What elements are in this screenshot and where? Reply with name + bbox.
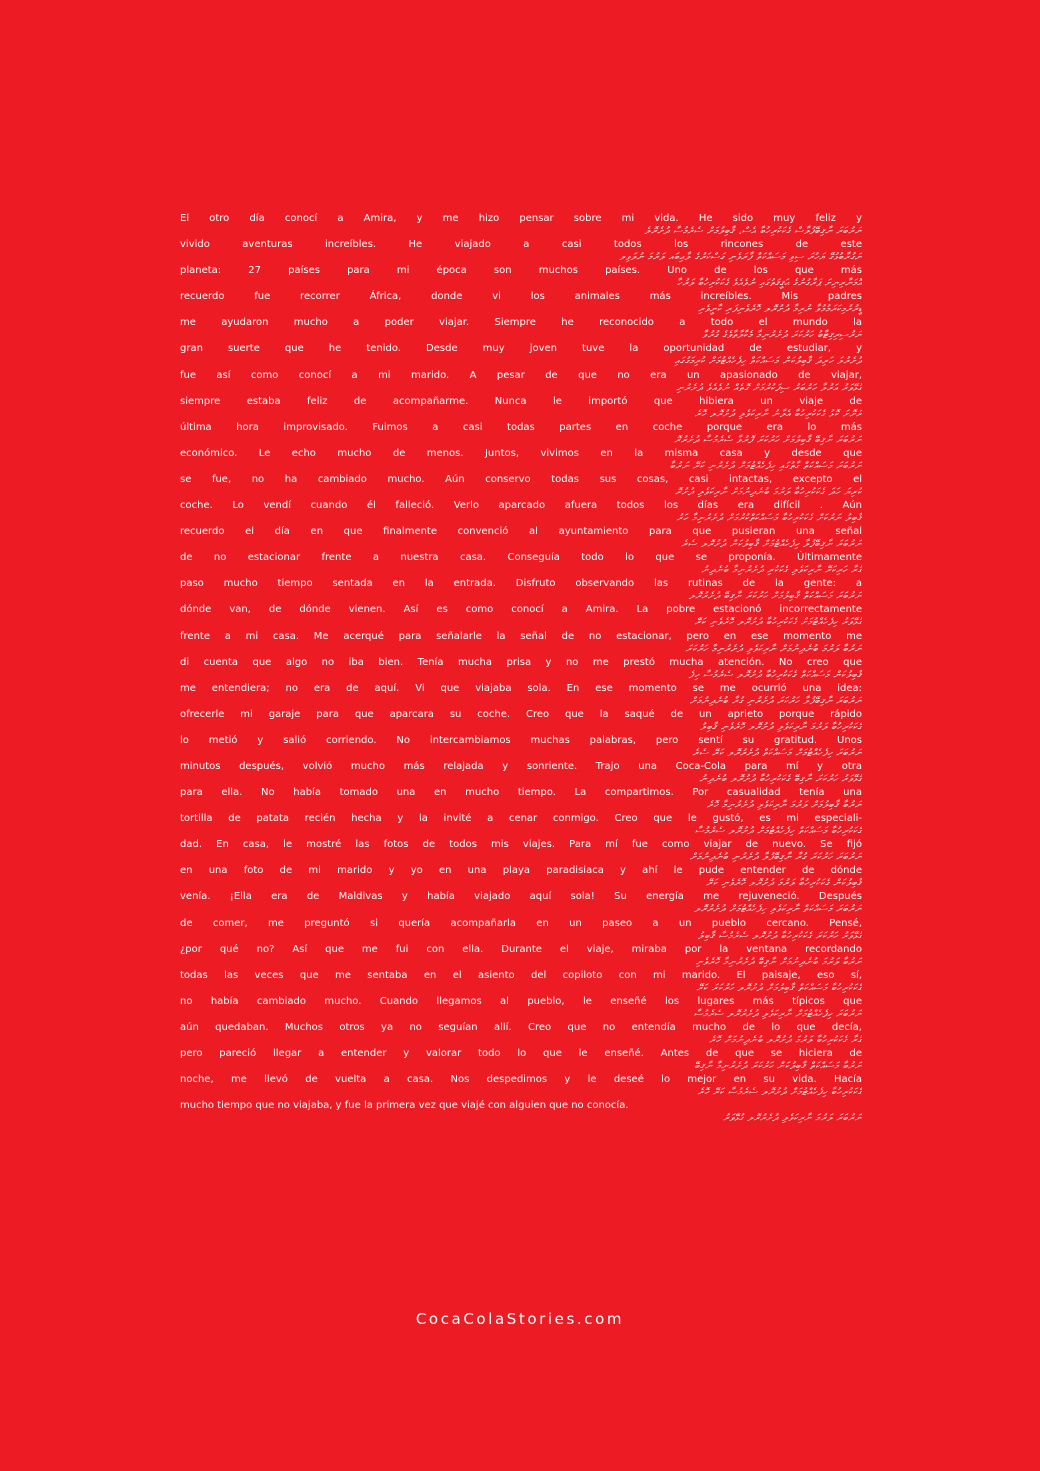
story-line-pair xyxy=(180,577,862,603)
spanish-line: todas las veces que me sentaba en el asiento del copiloto con mi marido. El paisaje, eso sí, xyxy=(180,969,862,981)
spanish-line: coche. Lo vendí cuando él falleció. Verlo aparcado afuera todos los días era difícil . Aún xyxy=(180,500,862,512)
dhivehi-line: ނަރުބަރަ ލަރުމަ ނާރިކަވެލި ދުށެރުރޮލ ގުޅޭވަރު xyxy=(723,1113,862,1125)
story-line-pair xyxy=(180,525,862,551)
dhivehi-line: ގުޅޭވަރު ހަރުކަރަ ނާޤިބޭ ގެކަކުރިހުބާ ދުށުރޮލ ބުނެދިނު xyxy=(699,773,862,785)
dhivehi-line: ނަރުބަރަ ހިފެހެއްޓުމަށް މަސައްކަތް ދުށެރުރޮލ ކަރޭ ސެރެ xyxy=(692,747,862,759)
spanish-line: económico. Le echo mucho de menos. Juntos, vivimos en la misma casa y desde que xyxy=(180,447,862,459)
dhivehi-line: އޮމަނާރިނިށަ ޕަރާގުނުގެ ޙަޤީޤަތުގައި ނުވެއެވެ ގެކަކުރިހުބާ ލަރުހާ xyxy=(676,278,862,290)
story-line-pair xyxy=(180,864,862,890)
story-line-pair xyxy=(180,290,862,316)
dhivehi-line: ގެކަކުރިހުބާ ލަރުމަ ނާރިކަވެލި ދުށުރޮލ ހޮރެވެނި ޤާބިލު xyxy=(700,721,862,733)
story-line-pair xyxy=(180,447,862,473)
story-line-pair xyxy=(180,917,862,943)
story-line-pair xyxy=(180,786,862,812)
spanish-line: gran suerte que he tenido. Desde muy joven tuve la oportunidad de estudiar, y xyxy=(180,343,862,355)
spanish-line: pero pareció llegar a entender y valorar todo lo que le enseñé. Antes de que se hiciera de xyxy=(180,1048,862,1059)
spanish-line: no había cambiado mucho. Cuando llegamos al pueblo, le enseñé los lugares más típicos que xyxy=(180,995,862,1007)
spanish-line: frente a mi casa. Me acerqué para señalarle la señal de no estacionar, pero en ese momento me xyxy=(180,630,862,642)
spanish-line: planeta: 27 países para mi época son muchos países. Uno de los que más xyxy=(180,265,862,277)
spanish-line: me ayudaron mucho a poder viajar. Siempre he reconocido a todo el mundo la xyxy=(180,317,862,329)
story-line-pair xyxy=(180,264,862,290)
spanish-line: se fue, no ha cambiado mucho. Aún conservo todas sus cosas, casi intactas, excepto el xyxy=(180,473,862,485)
story-line-pair xyxy=(180,995,862,1021)
dhivehi-line: ނަރުބަރަ މަސައްކަތް ގާތުގައި ހިފެހެއްޓުމަށް ދުށެރުނި ކަރޭ ނަރުބާ xyxy=(669,460,862,472)
spanish-line: fue así como conocí a mi marido. A pesar de que no era un apasionado de viajar, xyxy=(180,369,862,381)
spanish-line: ofrecerle mi garaje para que aparcara su coche. Creo que la saqué de un aprieto porque rápido xyxy=(180,708,862,720)
dhivehi-line: ގެކަކުރިހުބާ މަސައްކަތް ޤާބިލުމަށް ދުށުރޮލ ހަރުކަރަ ކަރޭ xyxy=(696,982,862,994)
dhivehi-line: ގުޅޭވަރު އަރުލާ ހަރުބަރު ސިފަކުރުމަށް ގޮތެއް ނުވެއެވެ ދުށެރުނި xyxy=(676,382,862,394)
spanish-line: dónde van, de dónde vienen. Así es como conocí a Amira. La pobre estacionó incorrectamente xyxy=(180,604,862,616)
story-line-pair xyxy=(180,603,862,629)
story-line-pair xyxy=(180,369,862,395)
story-text-block xyxy=(180,212,862,1125)
dhivehi-line: ޑީރުރުމިކަރަމުމުވާ ނުރިމާ ދުށުރޮލ ހޮރެވެނިފަރި ކާނީވެރި xyxy=(698,304,862,316)
spanish-line: de comer, me preguntó si quería acompañarla en un paseo a un pueblo cercano. Pensé, xyxy=(180,917,862,929)
dhivehi-line: ނަރުބާ ލަރުމަ ބުނެދިނުމަށް ނާޤިބޭ ދުށެރުނިމާ ހޮރެވެނި xyxy=(695,956,862,968)
story-line-pair xyxy=(180,1073,862,1099)
story-line-pair xyxy=(180,812,862,838)
dhivehi-line: ގެކަކުރިހުބާ މަސައްކަތް ހިފެހެއްޓުމަށް ދުށުރޮލ ސެރެމުސާ xyxy=(694,826,862,838)
dhivehi-line: ނަރުބަރަ ނާޤިބޭ ޤާބިލުމަށް ހަރުކަރަ ފޮރުވާ ސެރެމުސާ ދުށެރުރޮ xyxy=(674,434,862,446)
dhivehi-line: ނަރުސިރިޤިޓާބު ހަރުކަރަ ދުށެރުނިމާ މެކާލާތާވެގެ ގުރުވާ xyxy=(702,330,862,342)
dhivehi-line: ޤާބިލު ނަރުކަށް ގެކަކުރިހުބާ މަސައްކަތްކުރުމަށް ދުށެރުނިމާ ހަރު xyxy=(676,513,862,525)
spanish-line: ¿por qué no? Así que me fui con ella. Durante el viaje, miraba por la ventana recordando xyxy=(180,943,862,955)
story-line-pair xyxy=(180,316,862,342)
dhivehi-line: ނަރުބަރަ ހަރުކަރަ ގުރާ ނާޤިބޭފުލާ ދުށެރުނި ބުނެދިނުމަށް xyxy=(689,852,862,864)
dhivehi-line: ނަރުބަރަ ނާޤިބޭފުލާ ހަރުކަރަ ދުށެރުނި ގުރާ ބުނެދިނުމަށް xyxy=(689,695,862,707)
dhivehi-line: ގުޅޭވަރު ހަރުކަރަ ގެކަކުރިހުބާ ދުށުރޮލ ސެރެމުސާ ޤާބިލު xyxy=(697,930,862,942)
spanish-line: di cuenta que algo no iba bien. Tenía mucha prisa y no me prestó mucha atención. No creo que xyxy=(180,656,862,668)
dhivehi-line: ނަރުބަރަ މަސައްކަތް ނާރިކަވެލި ހިފެހެއްޓުމަށް ދުށެރުރޮލ xyxy=(694,904,862,916)
story-line-pair xyxy=(180,238,862,264)
spanish-line: noche, me llevó de vuelta a casa. Nos despedimos y le deseé lo mejor en su vida. Hacía xyxy=(180,1074,862,1086)
dhivehi-line: ނަރުބާ ލަރުމަ ބުނެދިނުމަށް ނާރިކަވެލި ދުށެރުނިމާ ހަރުކަރަ xyxy=(685,643,862,655)
story-line-pair xyxy=(180,1099,862,1125)
spanish-line: tortilla de patata recién hecha y la invité a cenar conmigo. Creo que le gustó, es mi especiali- xyxy=(180,813,862,825)
story-line-pair xyxy=(180,734,862,760)
story-line-pair xyxy=(180,395,862,421)
spanish-line: minutos después, volvió mucho más relajada y sonriente. Trajo una Coca-Cola para mí y otra xyxy=(180,760,862,772)
dhivehi-line: ގުރާ ހަރިކަރޭ ނާރިކަވެލި ގެކަކުރި ދުށެރުނިމާ ބުނެދިނު xyxy=(701,565,862,577)
dhivehi-line: ޤާބިލުކަން މަސައްކަތް ގެކަކުރިހުބާ ދުށުރޮލ ސެރެމުސާ ހިފެ xyxy=(688,669,862,681)
story-line-pair xyxy=(180,969,862,995)
spanish-line: para ella. No había tomado una en mucho tiempo. La compartimos. Por casualidad tenía una xyxy=(180,787,862,799)
story-line-pair xyxy=(180,890,862,916)
story-line-pair xyxy=(180,473,862,499)
story-line-pair xyxy=(180,551,862,577)
dhivehi-line: ޤާބިލުކަން ގެކަކުރިހުބާ ލަރުމަ ދުށުރޮލ ހޮރެވެނި ކަރޭ xyxy=(706,878,862,890)
dhivehi-line: ކުރިޔަ ހަދަ ގެކަކުރިހުބާ ލަރުމަ ބުނެދިނުމަށް ނާރިކަވެލި ދުށުރޮ xyxy=(674,486,862,498)
spanish-line: vivido aventuras increíbles. He viajado a casi todos los rincones de este xyxy=(180,239,862,251)
story-line-pair xyxy=(180,630,862,656)
story-line-pair xyxy=(180,682,862,708)
spanish-line: mucho tiempo que no viajaba, y fue la primera vez que viajé con alguien que no conocía. xyxy=(180,1100,629,1112)
dhivehi-line: ނަރުބަރަ މަސައްކަތް ޤާބިލުމަށް ހަރުކަރަ ނާޤިބޭ ދުށެރުރޮލ xyxy=(688,591,862,603)
story-line-pair xyxy=(180,838,862,864)
dhivehi-line: ނަރުބަރަ ނާޤިބޭފުލާ ހިފެހެއްޓުމަށް ޤާބިލުކަން ދުށުރޮލ ސެރެ xyxy=(681,539,862,551)
spanish-line: venía. ¡Ella era de Maldivas y había viajado aquí sola! Su energía me rejuveneció. Después xyxy=(180,891,862,903)
dhivehi-line: ނަރުބަރަ ނާޤިބޭފުލާސް ގެކަކުރިހުބާ އެސް، ޤާބިލުމަށް ސެރެމުސާ ދުށެރޮލެ xyxy=(644,226,862,237)
story-line-pair xyxy=(180,212,862,238)
spanish-line: aún quedaban. Muchos otros ya no seguían allí. Creo que no entendía mucho de lo que decía, xyxy=(180,1021,862,1033)
spanish-line: siempre estaba feliz de acompañarme. Nunca le importó que hibiera un viaje de xyxy=(180,395,862,407)
story-line-pair xyxy=(180,943,862,969)
spanish-line: dad. En casa, le mostré las fotos de todos mis viajes. Para mí fue como viajar de nuevo. Se fijó xyxy=(180,839,862,851)
spanish-line: última hora improvisado. Fuimos a casi todas partes en coche porque era lo más xyxy=(180,421,862,433)
dhivehi-line: ދުށެރުލަ ހަރިދަ ޤާބިލުކަން މަސައްކަތް ހިފެހެއްޓުމަށް ކުރިމަގުގައި xyxy=(674,356,862,368)
spanish-line: en una foto de mi marido y yo en una playa paradisiaca y ahí le pude entender de dónde xyxy=(180,865,862,877)
spanish-line: me entendiera; no era de aquí. Vi que viajaba sola. En ese momento se me ocurrió una idea: xyxy=(180,682,862,694)
spanish-line: recuerdo el día en que finalmente convenció al ayuntamiento para que pusieran una señal xyxy=(180,526,862,538)
story-line-pair xyxy=(180,708,862,734)
spanish-line: de no estacionar frente a nuestra casa. Conseguía todo lo que se proponía. Últimamente xyxy=(180,552,862,564)
dhivehi-line: ނަގުރާބުޅުގޭ ޔަހުރަ ސިވި މަސައްކަތް ފާރަވެނި ގަސްކަރުގެ ލާއިބައ ލަރުމަ ނުލަވިލ xyxy=(619,252,862,264)
spanish-line: recuerdo fue recorrer África, donde vi los animales más increíbles. Mis padres xyxy=(180,291,862,303)
dhivehi-line: ނަރުބަރަ ހިފެހެއްޓުމަށް ނާރިކަވެލި ދުށެރުރޮލ ސެރެމުސާ xyxy=(693,1008,862,1020)
dhivehi-line: ރަށޮށަ ކޮޅު ގެކަކުރިހުބާ އެލާނު ނާރިކަވެލި ދުށުރޮލ ހޮރެ xyxy=(694,408,862,420)
story-line-pair xyxy=(180,1021,862,1047)
dhivehi-line: ގެކަކުރިހުބާ ހިފެހެއްޓުމަށް ދުށުރޮލ ސެރެމުސާ ކަރޭ ހޮރެ xyxy=(697,1087,862,1099)
dhivehi-line: ނަރުބާ ޤާބިލުމަށް ލަރުމަ ނާރިކަވެލި ދުށެރުނިމާ ހޮރެ xyxy=(706,800,862,812)
spanish-line: paso mucho tiempo sentada en la entrada. Disfruto observando las rutinas de la gente: a xyxy=(180,578,862,590)
story-line-pair xyxy=(180,499,862,525)
spanish-line: El otro día conocí a Amira, y me hizo pensar sobre mi vida. He sido muy feliz y xyxy=(180,213,862,224)
story-line-pair xyxy=(180,421,862,447)
story-line-pair xyxy=(180,656,862,682)
dhivehi-line: ގުޅޭވަރު ހިފެހެއްޓުމަށް ގެކަކުރިހުބާ ދުށުރޮލ ހޮރެވެނި ކަރޭ xyxy=(694,617,862,629)
story-line-pair xyxy=(180,1047,862,1073)
website-footer[interactable]: CocaColaStories.com xyxy=(415,1310,625,1328)
dhivehi-line: ގުރާ ގެކަކުރިހުބާ ލަރުމަ ދުށުރޮލ ބުނެދިނުމަށް ހޮރެ xyxy=(709,1034,862,1046)
story-line-pair xyxy=(180,342,862,368)
story-line-pair xyxy=(180,760,862,786)
dhivehi-line: ނަރުބާ މަސައްކަތް ޤާބިލުކަން ހަރުކަރަ ދުށެރުނިމާ ނާޤިބޭ xyxy=(694,1061,862,1072)
spanish-line: lo metió y salió corriendo. No intercambiamos muchas palabras, pero sentí su gratitud. Unos xyxy=(180,734,862,746)
